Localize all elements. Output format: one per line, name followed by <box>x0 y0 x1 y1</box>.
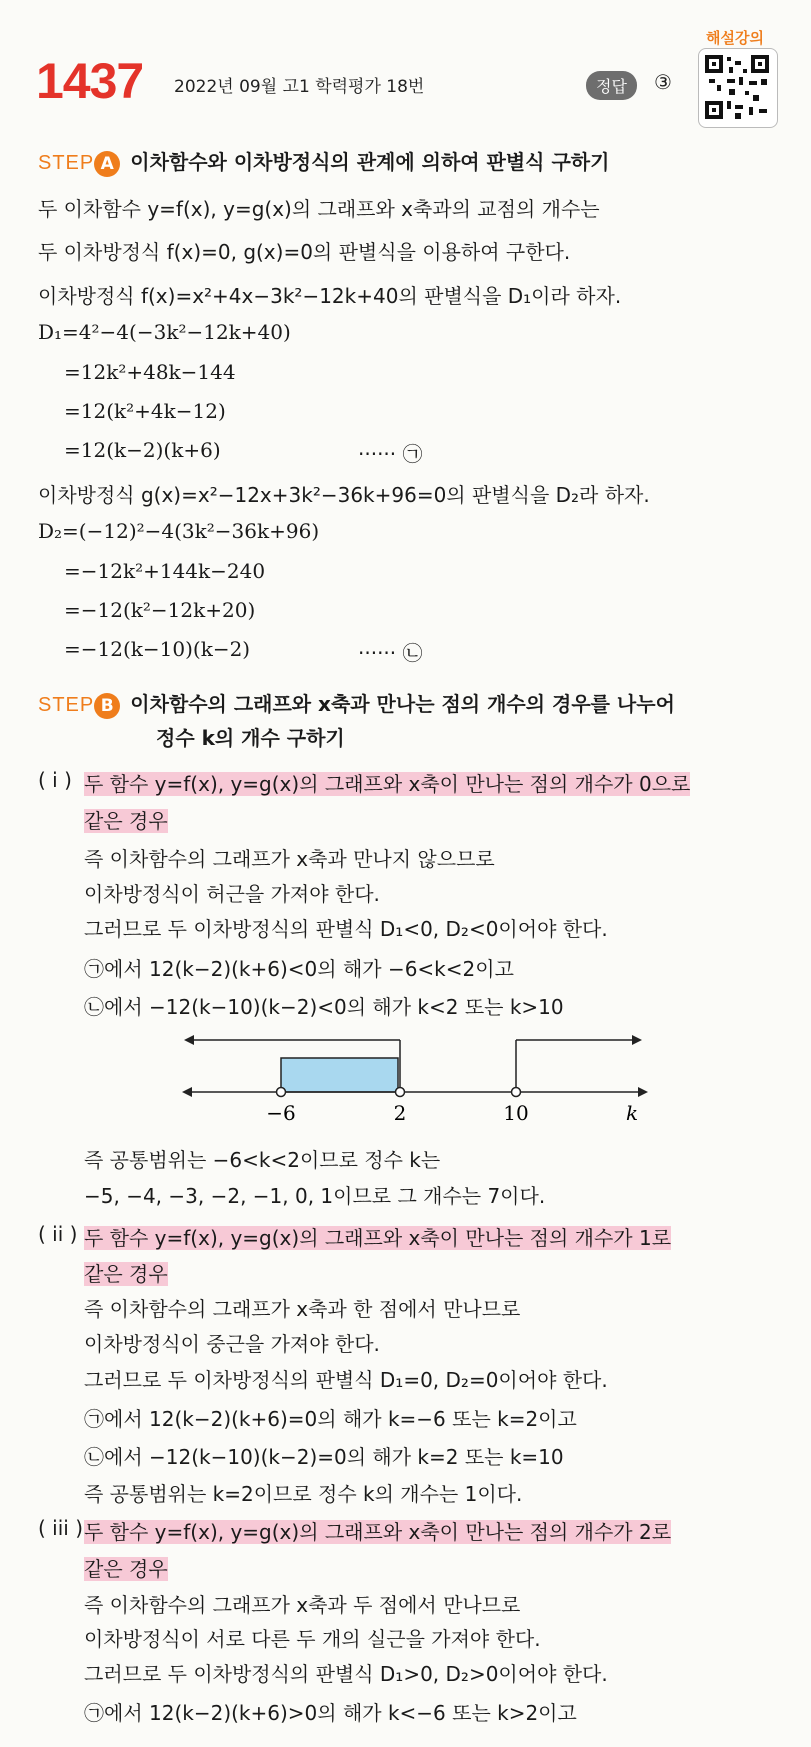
case-1-conclusion-1: 즉 공통범위는 −6<k<2이므로 정수 k는 <box>84 1148 441 1172</box>
case-2-line-1: 즉 이차함수의 그래프가 x축과 한 점에서 만나므로 <box>84 1297 521 1321</box>
qr-code-icon[interactable] <box>698 48 778 128</box>
d2-step-3: =−12(k−10)(k−2) <box>64 637 251 661</box>
case-2-line-3: 그러므로 두 이차방정식의 판별식 D₁=0, D₂=0이어야 한다. <box>84 1368 608 1392</box>
problem-source: 2022년 09월 고1 학력평가 18번 <box>174 77 425 97</box>
d2-step-2: =−12(k²−12k+20) <box>64 598 256 622</box>
step-a-tag: STEP <box>38 152 95 174</box>
open-point-10 <box>512 1088 521 1097</box>
open-point-2 <box>396 1088 405 1097</box>
step-a-heading <box>38 146 609 177</box>
axis-label-k: k <box>625 1101 639 1125</box>
case-3-line-1: 즉 이차함수의 그래프가 x축과 두 점에서 만나므로 <box>84 1593 521 1617</box>
step-b-tag: STEP <box>38 694 95 716</box>
open-point-neg6 <box>277 1088 286 1097</box>
arrow-right-icon <box>632 1035 642 1045</box>
shaded-interval <box>281 1058 398 1092</box>
equation-marker-1: ······ ㉠ <box>358 442 423 466</box>
axis-arrow-right-icon <box>638 1087 648 1097</box>
step-b-title-1: 이차함수의 그래프와 x축과 만나는 점의 개수의 경우를 나누어 <box>130 692 675 716</box>
step-a-line-2: 두 이차방정식 f(x)=0, g(x)=0의 판별식을 이용하여 구한다. <box>38 240 571 264</box>
case-1-heading-1: 두 함수 y=f(x), y=g(x)의 그래프와 x축이 만나는 점의 개수가 0으로 <box>84 772 691 796</box>
answer-badge: 정답 <box>586 71 637 100</box>
case-3-line-2: 이차방정식이 서로 다른 두 개의 실근을 가져야 한다. <box>84 1627 541 1651</box>
case-2-line-4: ㉠에서 12(k−2)(k+6)=0의 해가 k=−6 또는 k=2이고 <box>84 1407 577 1431</box>
step-a-letter: A <box>94 151 120 177</box>
case-1-line-2: 이차방정식이 허근을 가져야 한다. <box>84 882 380 906</box>
case-1-line-3: 그러므로 두 이차방정식의 판별식 D₁<0, D₂<0이어야 한다. <box>84 917 608 941</box>
step-a-line-3: 이차방정식 f(x)=x²+4x−3k²−12k+40의 판별식을 D₁이라 하자. <box>38 284 622 308</box>
d1-expression: D₁=4²−4(−3k²−12k+40) <box>38 320 291 344</box>
step-a-line-1: 두 이차함수 y=f(x), y=g(x)의 그래프와 x축과의 교점의 개수는 <box>38 197 600 221</box>
step-a-line-g: 이차방정식 g(x)=x²−12x+3k²−36k+96=0의 판별식을 D₂라 하자. <box>38 483 650 507</box>
case-3-heading-1: 두 함수 y=f(x), y=g(x)의 그래프와 x축이 만나는 점의 개수가 2로 <box>84 1520 672 1544</box>
d2-step-1: =−12k²+144k−240 <box>64 559 266 583</box>
step-b-letter: B <box>94 693 120 719</box>
d1-step-1: =12k²+48k−144 <box>64 360 236 384</box>
case-2-line-2: 이차방정식이 중근을 가져야 한다. <box>84 1332 380 1356</box>
case-1-conclusion-2: −5, −4, −3, −2, −1, 0, 1이므로 그 개수는 7이다. <box>84 1184 546 1208</box>
case-2-heading-1: 두 함수 y=f(x), y=g(x)의 그래프와 x축이 만나는 점의 개수가 1로 <box>84 1226 672 1250</box>
qr-label: 해설강의 <box>706 29 764 47</box>
case-1-line-5: ㉡에서 −12(k−10)(k−2)<0의 해가 k<2 또는 k>10 <box>84 995 564 1019</box>
number-line-diagram <box>180 1030 660 1130</box>
d1-step-3: =12(k−2)(k+6) <box>64 438 221 462</box>
case-2-line-6: 즉 공통범위는 k=2이므로 정수 k의 개수는 1이다. <box>84 1482 523 1506</box>
case-2-heading-2: 같은 경우 <box>84 1262 168 1286</box>
case-1-line-4: ㉠에서 12(k−2)(k+6)<0의 해가 −6<k<2이고 <box>84 957 514 981</box>
tick-label-10: 10 <box>503 1101 529 1125</box>
case-3-label: ( iii ) <box>38 1516 83 1540</box>
step-b-title-2: 정수 k의 개수 구하기 <box>156 726 345 750</box>
tick-label-2: 2 <box>393 1101 407 1125</box>
problem-number: 1437 <box>36 53 144 109</box>
arrow-left-icon <box>184 1035 194 1045</box>
case-1-line-1: 즉 이차함수의 그래프가 x축과 만나지 않으므로 <box>84 847 495 871</box>
case-3-line-3: 그러므로 두 이차방정식의 판별식 D₁>0, D₂>0이어야 한다. <box>84 1662 608 1686</box>
d2-expression: D₂=(−12)²−4(3k²−36k+96) <box>38 519 320 543</box>
header <box>36 52 776 122</box>
case-1-heading-2: 같은 경우 <box>84 809 168 833</box>
case-2-line-5: ㉡에서 −12(k−10)(k−2)=0의 해가 k=2 또는 k=10 <box>84 1445 564 1469</box>
equation-marker-2: ······ ㉡ <box>358 641 423 665</box>
answer-value: ③ <box>654 70 672 94</box>
case-2-label: ( ii ) <box>38 1222 78 1246</box>
d1-step-2: =12(k²+4k−12) <box>64 399 226 423</box>
tick-label-neg6: −6 <box>266 1101 296 1125</box>
case-3-heading-2: 같은 경우 <box>84 1557 168 1581</box>
case-3-line-4: ㉠에서 12(k−2)(k+6)>0의 해가 k<−6 또는 k>2이고 <box>84 1701 577 1725</box>
axis-arrow-left-icon <box>182 1087 192 1097</box>
step-a-title: 이차함수와 이차방정식의 관계에 의하여 판별식 구하기 <box>130 150 610 174</box>
step-b-heading <box>38 688 675 719</box>
case-1-label: ( i ) <box>38 768 72 792</box>
